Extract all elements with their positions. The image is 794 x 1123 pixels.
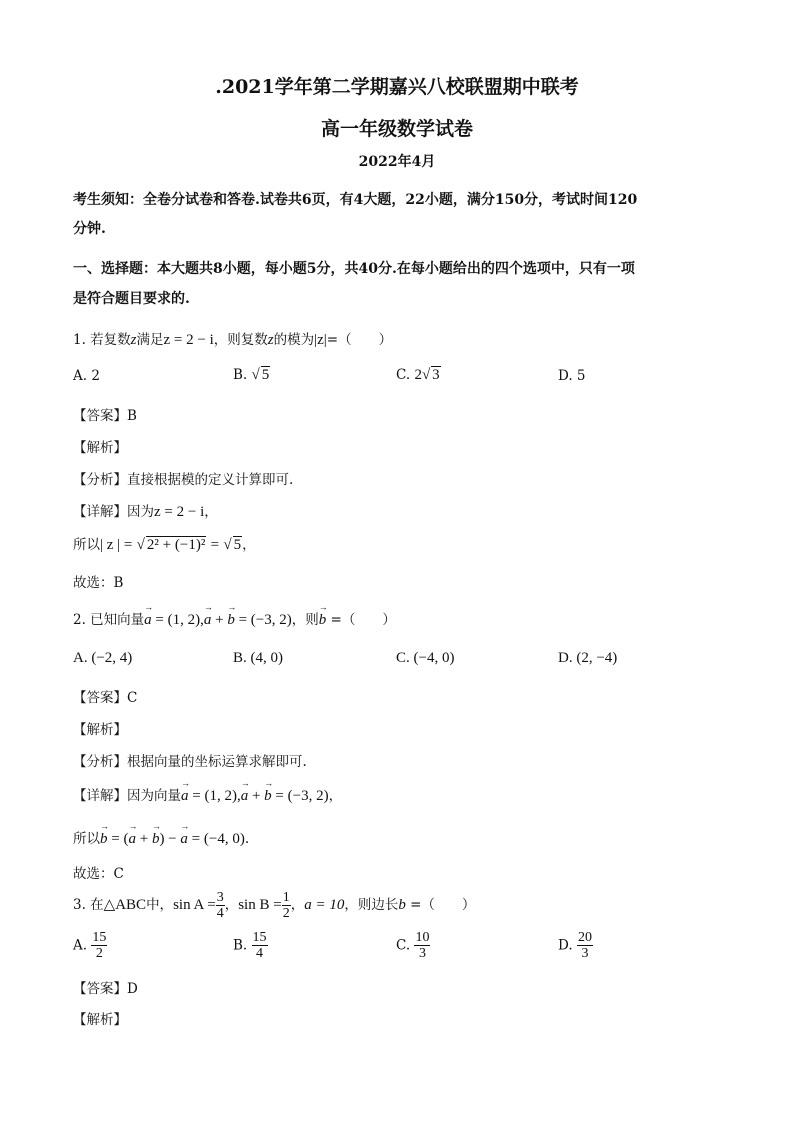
question-1-answer: 【答案】B	[73, 408, 137, 424]
question-3-option-a: A. $\frac{15}{2}$	[73, 930, 107, 961]
question-2-detail: 【详解】因为向量 → a = (1, 2), → a + → b = (−3, 2)，	[73, 778, 343, 804]
section-heading-line-1: 一、选择题：本大题共8小题，每小题5分，共40分.在每小题给出的四个选项中，只有一项	[73, 261, 635, 277]
notice-line-2: 分钟.	[73, 221, 106, 237]
question-1-analysis-label: 【解析】	[73, 440, 127, 456]
question-3-option-c: C. $\frac{10}{3}$	[396, 930, 430, 961]
question-2-option-c: C. (−4, 0)	[396, 650, 455, 666]
question-1-option-c: C. 2√ 3	[396, 367, 440, 383]
question-2-answer: 【答案】C	[73, 690, 138, 706]
question-1-stem: 1. 若复数z满足z = 2 − i，则复数z的模为|z|=（ ）	[73, 332, 393, 348]
question-2-calculation: 所以 → b = ( → a + → b) − → a = (−4, 0).	[73, 821, 250, 847]
question-1-option-d: D. 5	[558, 368, 586, 384]
exam-subtitle: 高一年级数学试卷	[320, 118, 473, 140]
question-1-detail: 【详解】因为z = 2 − i，	[73, 504, 218, 520]
question-1-option-b: B. √ 5	[233, 367, 270, 383]
question-1-fenxi: 【分析】直接根据模的定义计算即可.	[73, 472, 294, 488]
question-2-fenxi: 【分析】根据向量的坐标运算求解即可.	[73, 754, 307, 770]
exam-title: .2021学年第二学期嘉兴八校联盟期中联考	[215, 76, 579, 98]
question-1-calculation: 所以| z | = √ 2² + (−1)² = √ 5，	[73, 537, 256, 553]
question-2-analysis-label: 【解析】	[73, 722, 127, 738]
notice-line-1: 考生须知：全卷分试卷和答卷.试卷共6页，有4大题，22小题，满分150分，考试时间120	[73, 192, 638, 208]
question-2-option-a: A. (−2, 4)	[73, 650, 133, 666]
question-1-option-a: A. 2	[73, 368, 100, 384]
question-3-answer: 【答案】D	[73, 981, 138, 997]
question-2-option-b: B. (4, 0)	[233, 650, 283, 666]
exam-date: 2022年4月	[358, 154, 436, 170]
question-2-stem: 2. 已知向量 → a = (1, 2), → a + → b = (−3, 2)，则 → b =（ ）	[73, 602, 396, 628]
question-3-option-d: D. $\frac{20}{3}$	[558, 930, 592, 961]
question-3-option-b: B. $\frac{15}{4}$	[233, 930, 267, 961]
question-2-choose: 故选：C	[73, 866, 124, 882]
question-3-analysis-label: 【解析】	[73, 1012, 127, 1028]
question-2-option-d: D. (2, −4)	[558, 650, 618, 666]
section-heading-line-2: 是符合题目要求的.	[73, 291, 190, 307]
question-1-choose: 故选：B	[73, 575, 124, 591]
question-3-stem: 3. 在△ABC中，sin A = $\frac{3}{4}$ ，sin B = $\frac{1}{2}$ ，a = 10，则边长b =（ ）	[73, 890, 476, 921]
